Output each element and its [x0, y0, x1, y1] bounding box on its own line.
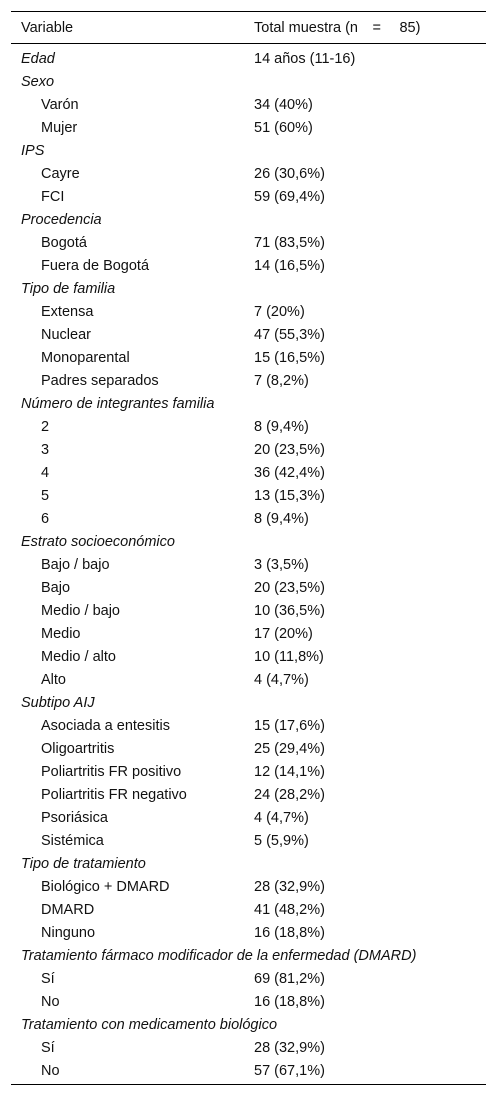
row-label: Bajo / bajo	[41, 556, 110, 573]
row-value: 51 (60%)	[254, 119, 313, 136]
row-label: Alto	[41, 671, 66, 688]
row-value: 8 (9,4%)	[254, 418, 309, 435]
row-label: Medio / alto	[41, 648, 116, 665]
table-body	[11, 44, 486, 1084]
row-label: Medio / bajo	[41, 602, 120, 619]
row-value: 4 (4,7%)	[254, 809, 309, 826]
table-row	[11, 553, 486, 576]
row-value: 24 (28,2%)	[254, 786, 325, 803]
row-label: FCI	[41, 188, 65, 205]
table-row	[11, 323, 486, 346]
table-row	[11, 461, 486, 484]
table-row	[11, 576, 486, 599]
row-value: 26 (30,6%)	[254, 165, 325, 182]
row-value: 15 (16,5%)	[254, 349, 325, 366]
category-row	[11, 70, 486, 93]
table-row	[11, 829, 486, 852]
category-label: Procedencia	[21, 211, 102, 228]
row-label: Poliartritis FR negativo	[41, 786, 187, 803]
row-value: 16 (18,8%)	[254, 924, 325, 941]
row-label: No	[41, 1062, 60, 1079]
category-row	[11, 139, 486, 162]
table-row	[11, 484, 486, 507]
row-value: 69 (81,2%)	[254, 970, 325, 987]
row-label: No	[41, 993, 60, 1010]
table-row	[11, 231, 486, 254]
category-label: Tipo de tratamiento	[21, 855, 146, 872]
row-value: 14 (16,5%)	[254, 257, 325, 274]
table-row	[11, 990, 486, 1013]
table-row	[11, 507, 486, 530]
row-value: 8 (9,4%)	[254, 510, 309, 527]
table-row	[11, 737, 486, 760]
row-label: Asociada a entesitis	[41, 717, 170, 734]
row-label: Medio	[41, 625, 81, 642]
row-value: 17 (20%)	[254, 625, 313, 642]
row-label: 2	[41, 418, 50, 435]
row-value: 16 (18,8%)	[254, 993, 325, 1010]
row-label: Biológico + DMARD	[41, 878, 170, 895]
category-label: Sexo	[21, 73, 55, 90]
row-value: 15 (17,6%)	[254, 717, 325, 734]
row-value: 14 años (11-16)	[254, 50, 356, 67]
table-row	[11, 162, 486, 185]
row-label: Extensa	[41, 303, 94, 320]
row-label: Bajo	[41, 579, 71, 596]
category-row	[11, 530, 486, 553]
row-value: 36 (42,4%)	[254, 464, 325, 481]
row-value: 41 (48,2%)	[254, 901, 325, 918]
row-value: 4 (4,7%)	[254, 671, 309, 688]
category-label: Tipo de familia	[21, 280, 116, 297]
row-label: Varón	[41, 96, 79, 113]
row-value: 57 (67,1%)	[254, 1062, 325, 1079]
category-label: Estrato socioeconómico	[21, 533, 175, 550]
category-label: Tratamiento con medicamento biológico	[21, 1016, 278, 1033]
row-value: 3 (3,5%)	[254, 556, 309, 573]
row-value: 47 (55,3%)	[254, 326, 325, 343]
table-row	[11, 116, 486, 139]
category-row	[11, 277, 486, 300]
row-value: 59 (69,4%)	[254, 188, 325, 205]
table-row	[11, 760, 486, 783]
row-value: 71 (83,5%)	[254, 234, 325, 251]
row-label: Mujer	[41, 119, 78, 136]
bottom-rule	[11, 1084, 486, 1085]
table-header	[11, 12, 486, 43]
table-row	[11, 369, 486, 392]
row-label: 5	[41, 487, 50, 504]
row-label: Fuera de Bogotá	[41, 257, 150, 274]
row-value: 34 (40%)	[254, 96, 313, 113]
category-label: Número de integrantes familia	[21, 395, 215, 412]
row-label: Oligoartritis	[41, 740, 115, 757]
table-row	[11, 1036, 486, 1059]
row-label: 6	[41, 510, 50, 527]
category-label: IPS	[21, 142, 45, 159]
row-label: Ninguno	[41, 924, 96, 941]
row-value: 7 (8,2%)	[254, 372, 309, 389]
row-label: Bogotá	[41, 234, 87, 251]
column-header-variable: Variable	[21, 19, 74, 36]
row-value: 10 (36,5%)	[254, 602, 325, 619]
table-row	[11, 875, 486, 898]
row-value: 28 (32,9%)	[254, 1039, 325, 1056]
category-row	[11, 1013, 486, 1036]
row-value: 28 (32,9%)	[254, 878, 325, 895]
table-row	[11, 622, 486, 645]
table-row	[11, 783, 486, 806]
row-value: 12 (14,1%)	[254, 763, 325, 780]
row-value: 7 (20%)	[254, 303, 305, 320]
table-row	[11, 898, 486, 921]
row-label: Poliartritis FR positivo	[41, 763, 182, 780]
row-label: Sí	[41, 970, 55, 987]
table-row	[11, 806, 486, 829]
category-label: Tratamiento fármaco modificador de la enfermedad (DMARD)	[21, 947, 417, 964]
row-value: 10 (11,8%)	[254, 648, 324, 665]
category-row	[11, 691, 486, 714]
table-row	[11, 599, 486, 622]
table-row	[11, 185, 486, 208]
row-label: DMARD	[41, 901, 95, 918]
category-row	[11, 208, 486, 231]
row-label: Padres separados	[41, 372, 159, 389]
row-label: Nuclear	[41, 326, 91, 343]
table-row	[11, 1059, 486, 1082]
row-value: 20 (23,5%)	[254, 579, 325, 596]
row-label: Sistémica	[41, 832, 104, 849]
table-row	[11, 254, 486, 277]
column-header-total: Total muestra (n = 85)	[254, 19, 421, 36]
table-row	[11, 645, 486, 668]
table-row	[11, 438, 486, 461]
table-row	[11, 668, 486, 691]
row-value: 25 (29,4%)	[254, 740, 325, 757]
demographics-table	[11, 11, 486, 1085]
table-row	[11, 921, 486, 944]
row-value: 13 (15,3%)	[254, 487, 325, 504]
category-label: Subtipo AIJ	[21, 694, 95, 711]
category-label: Edad	[21, 50, 55, 67]
row-label: Sí	[41, 1039, 55, 1056]
row-label: 3	[41, 441, 50, 458]
table-row	[11, 93, 486, 116]
table-row	[11, 300, 486, 323]
category-row	[11, 392, 486, 415]
row-label: Monoparental	[41, 349, 130, 366]
row-label: Cayre	[41, 165, 80, 182]
row-value: 5 (5,9%)	[254, 832, 309, 849]
table-row	[11, 714, 486, 737]
row-label: Psoriásica	[41, 809, 108, 826]
table-row	[11, 415, 486, 438]
row-value: 20 (23,5%)	[254, 441, 325, 458]
category-row	[11, 47, 486, 70]
table-row	[11, 967, 486, 990]
table-row	[11, 346, 486, 369]
row-label: 4	[41, 464, 50, 481]
category-row	[11, 944, 486, 967]
category-row	[11, 852, 486, 875]
